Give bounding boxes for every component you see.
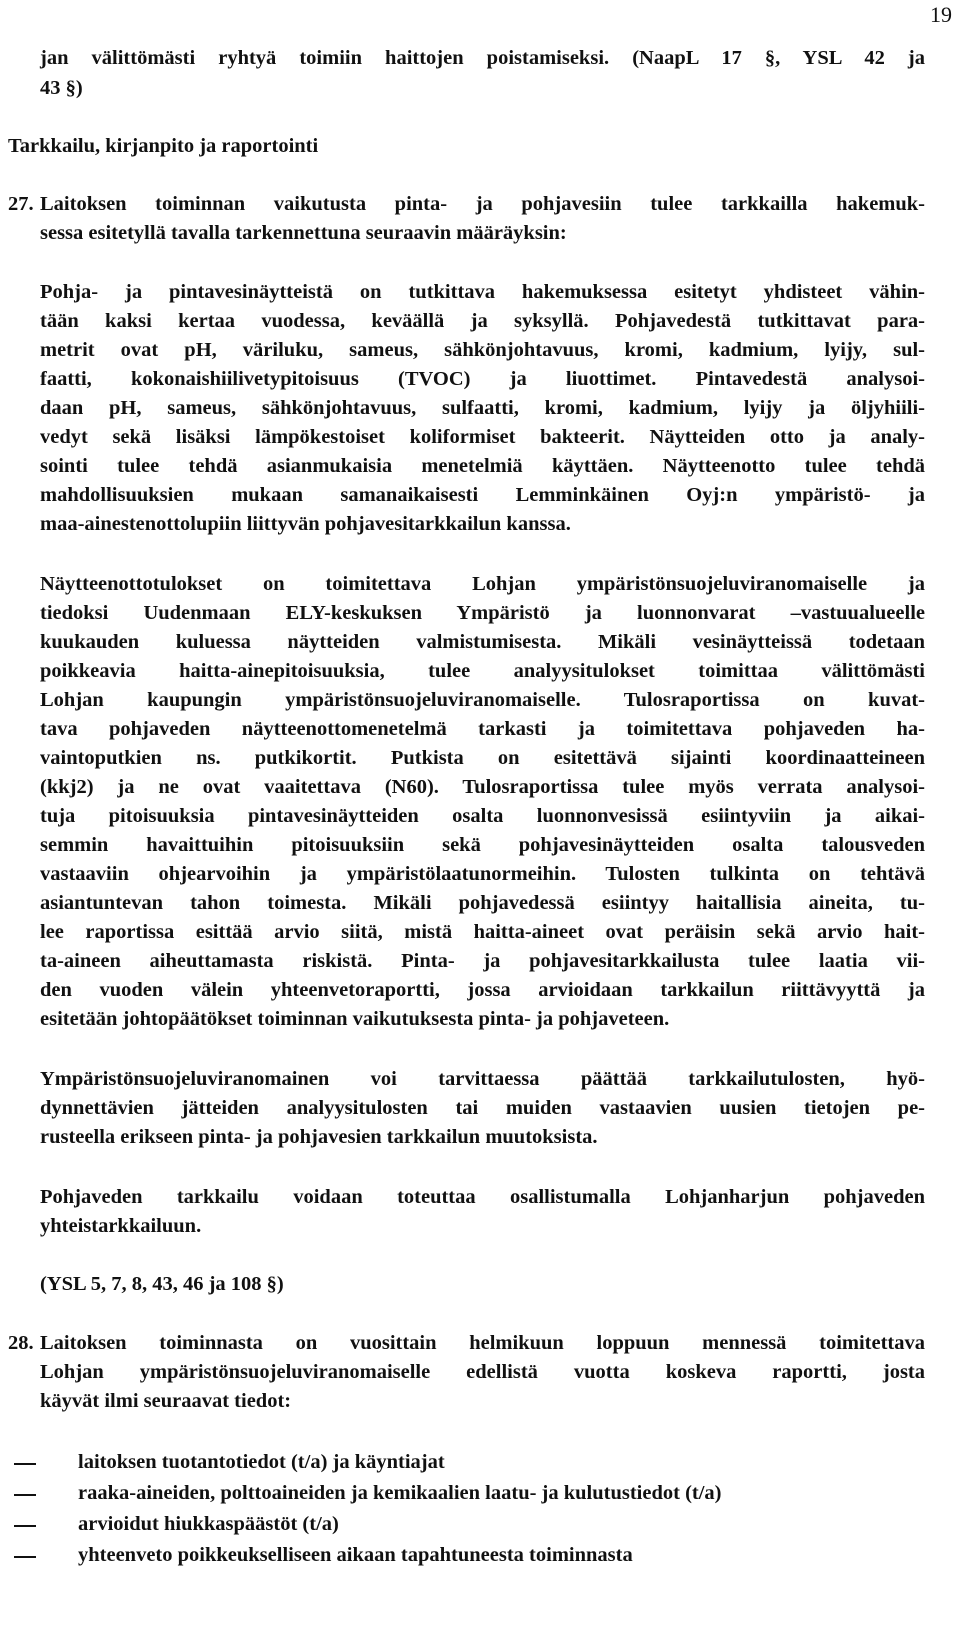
paragraph-line: esitetään johtopäätökset toiminnan vaikutuksesta pinta- ja pohjaveteen. bbox=[40, 1008, 670, 1030]
bullet-dash-icon bbox=[14, 1463, 36, 1465]
paragraph-line: mahdollisuuksien mukaan samanaikaisesti Lemminkäinen Oyj:n ympäristö- ja bbox=[40, 484, 925, 506]
paragraph-line: tuja pitoisuuksia pintavesinäytteiden osalta luonnonvesissä esiintyviin ja aikai- bbox=[40, 805, 925, 827]
bullet-item: laitoksen tuotantotiedot (t/a) ja käyntiajat bbox=[78, 1451, 445, 1473]
paragraph-line: Pohjaveden tarkkailu voidaan toteuttaa osallistumalla Lohjanharjun pohjaveden bbox=[40, 1186, 925, 1208]
paragraph-line: faatti, kokonaishiilivetypitoisuus (TVOC) ja liuottimet. Pintavedestä analysoi- bbox=[40, 368, 925, 390]
bullet-dash-icon bbox=[14, 1556, 36, 1558]
paragraph-line: den vuoden välein yhteenvetoraportti, jossa arvioidaan tarkkailun riittävyyttä ja bbox=[40, 979, 925, 1001]
bullet-item: raaka-aineiden, polttoaineiden ja kemikaalien laatu- ja kulutustiedot (t/a) bbox=[78, 1482, 722, 1504]
paragraph-line: daan pH, sameus, sähkönjohtavuus, sulfaatti, kromi, kadmium, lyijy ja öljyhiili- bbox=[40, 397, 925, 419]
paragraph-line: ta-aineen aiheuttamasta riskistä. Pinta- ja pohjavesitarkkailusta tulee laatia vii- bbox=[40, 950, 925, 972]
item-number: 28. bbox=[8, 1332, 34, 1354]
item27-line: Laitoksen toiminnan vaikutusta pinta- ja pohjavesiin tulee tarkkailla hakemuk- bbox=[40, 193, 925, 215]
paragraph-line: Pohja- ja pintavesinäytteistä on tutkittava hakemuksessa esitetyt yhdisteet vähin- bbox=[40, 281, 925, 303]
paragraph-line: vedyt sekä lisäksi lämpökestoiset koliformiset bakteerit. Näytteiden otto ja analy- bbox=[40, 426, 925, 448]
item27-line: sessa esitetyllä tavalla tarkennettuna seuraavin määräyksin: bbox=[40, 222, 567, 244]
intro-line: 43 §) bbox=[40, 77, 83, 99]
paragraph-line: kuukauden kuluessa näytteiden valmistumisesta. Mikäli vesinäytteissä todetaan bbox=[40, 631, 925, 653]
item28-line: käyvät ilmi seuraavat tiedot: bbox=[40, 1390, 292, 1412]
paragraph-line: Näytteenottotulokset on toimitettava Lohjan ympäristönsuojeluviranomaiselle ja bbox=[40, 573, 925, 595]
paragraph-line: tään kaksi kertaa vuodessa, keväällä ja syksyllä. Pohjavedestä tutkittavat para- bbox=[40, 310, 925, 332]
bullet-item: arvioidut hiukkaspäästöt (t/a) bbox=[78, 1513, 339, 1535]
paragraph-line: (kkj2) ja ne ovat vaaitettava (N60). Tulosraportissa tulee myös verrata analysoi- bbox=[40, 776, 925, 798]
paragraph-line: poikkeavia haitta-ainepitoisuuksia, tulee analyysitulokset toimittaa välittömästi bbox=[40, 660, 925, 682]
bullet-dash-icon bbox=[14, 1494, 36, 1496]
paragraph-line: lee raportissa esittää arvio siitä, mistä haitta-aineet ovat peräisin sekä arvio hait- bbox=[40, 921, 925, 943]
section-heading: Tarkkailu, kirjanpito ja raportointi bbox=[8, 135, 319, 157]
paragraph-line: asiantuntevan tahon toimesta. Mikäli pohjavedessä esiintyy haitallisia aineita, tu- bbox=[40, 892, 925, 914]
paragraph-line: vastaaviin ohjearvoihin ja ympäristölaatunormeihin. Tulosten tulkinta on tehtävä bbox=[40, 863, 925, 885]
item-number: 27. bbox=[8, 193, 34, 215]
paragraph-line: vaintoputkien ns. putkikortit. Putkista on esitettävä sijainti koordinaatteineen bbox=[40, 747, 925, 769]
page-number: 19 bbox=[930, 2, 952, 27]
paragraph-line: yhteistarkkailuun. bbox=[40, 1215, 202, 1237]
paragraph-line: rusteella erikseen pinta- ja pohjavesien tarkkailun muutoksista. bbox=[40, 1126, 598, 1148]
paragraph-line: semmin havaittuihin pitoisuuksiin sekä pohjavesinäytteiden osalta talousveden bbox=[40, 834, 925, 856]
intro-line: jan välittömästi ryhtyä toimiin haittojen poistamiseksi. (NaapL 17 §, YSL 42 ja bbox=[40, 47, 925, 69]
paragraph-line: dynnettävien jätteiden analyysitulosten tai muiden vastaavien uusien tietojen pe- bbox=[40, 1097, 925, 1119]
legal-reference: (YSL 5, 7, 8, 43, 46 ja 108 §) bbox=[40, 1273, 284, 1295]
paragraph-line: tiedoksi Uudenmaan ELY-keskuksen Ympäristö ja luonnonvarat –vastuualueelle bbox=[40, 602, 925, 624]
bullet-item: yhteenveto poikkeukselliseen aikaan tapahtuneesta toiminnasta bbox=[78, 1544, 633, 1566]
paragraph-line: Lohjan kaupungin ympäristönsuojeluviranomaiselle. Tulosraportissa on kuvat- bbox=[40, 689, 925, 711]
bullet-dash-icon bbox=[14, 1525, 36, 1527]
paragraph-line: sointi tulee tehdä asianmukaisia menetelmiä käyttäen. Näytteenotto tulee tehdä bbox=[40, 455, 925, 477]
item28-line: Laitoksen toiminnasta on vuosittain helmikuun loppuun mennessä toimitettava bbox=[40, 1332, 925, 1354]
paragraph-line: maa-ainestenottolupiin liittyvän pohjavesitarkkailun kanssa. bbox=[40, 513, 571, 535]
paragraph-line: metrit ovat pH, väriluku, sameus, sähkönjohtavuus, kromi, kadmium, lyijy, sul- bbox=[40, 339, 925, 361]
item28-line: Lohjan ympäristönsuojeluviranomaiselle edellistä vuotta koskeva raportti, josta bbox=[40, 1361, 925, 1383]
paragraph-line: tava pohjaveden näytteenottomenetelmä tarkasti ja toimitettava pohjaveden ha- bbox=[40, 718, 925, 740]
paragraph-line: Ympäristönsuojeluviranomainen voi tarvittaessa päättää tarkkailutulosten, hyö- bbox=[40, 1068, 925, 1090]
